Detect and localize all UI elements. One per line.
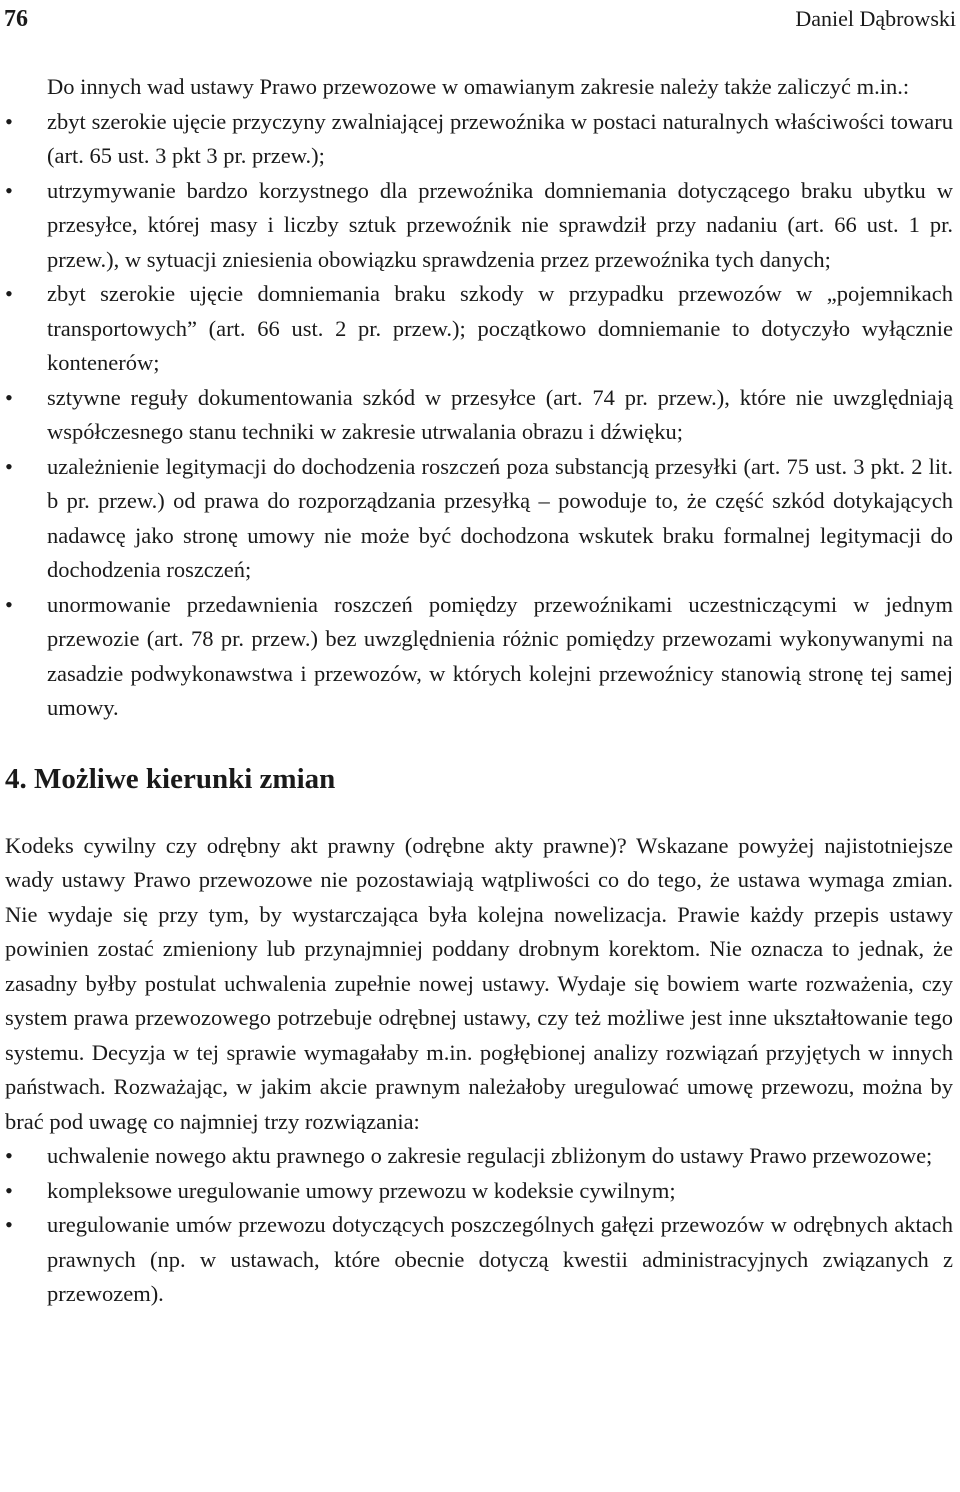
options-list <box>5 1139 953 1312</box>
intro-paragraph: Do innych wad ustawy Prawo przewozowe w omawianym zakresie należy także zaliczyć m.in.: <box>47 74 910 99</box>
defects-list <box>5 105 953 726</box>
section-heading: 4. Możliwe kierunki zmian <box>5 762 336 795</box>
list-item: • zbyt szerokie ujęcie domniemania braku szkody w przypadku przewozów w „pojemnikach transportowych” (art. 66 ust. 2 pr. przew.); początkowo domniemanie to dotyczyło wyłącznie kontenerów; <box>5 277 953 381</box>
list-item: • zbyt szerokie ujęcie przyczyny zwalniającej przewoźnika w postaci naturalnych właściwości towaru (art. 65 ust. 3 pkt 3 pr. przew.); <box>5 105 953 174</box>
list-item: • utrzymywanie bardzo korzystnego dla przewoźnika domniemania dotyczącego braku ubytku w przesyłce, której masy i liczby sztuk przewoźnik nie sprawdził przy nadaniu (art. 66 ust. 1 pr. przew.), w sytuacji zniesienia obowiązku sprawdzenia przez przewoźnika tych danych; <box>5 174 953 278</box>
list-item: • uregulowanie umów przewozu dotyczących poszczególnych gałęzi przewozów w odrębnych aktach prawnych (np. w ustawach, które obecnie dotyczą kwestii administracyjnych związanych z przewozem). <box>5 1208 953 1312</box>
list-item: • kompleksowe uregulowanie umowy przewozu w kodeksie cywilnym; <box>5 1174 953 1209</box>
page-header <box>4 2 956 36</box>
list-item: • uzależnienie legitymacji do dochodzenia roszczeń poza substancją przesyłki (art. 75 ust. 3 pkt. 2 lit. b pr. przew.) od prawa do rozporządzania przesyłką – powoduje to, że część szkód dotykających nadawcę jako stronę umowy nie może być dochodzona wskutek braku formalnej legitymacji do dochodzenia roszczeń; <box>5 450 953 588</box>
list-item: • unormowanie przedawnienia roszczeń pomiędzy przewoźnikami uczestniczącymi w jednym przewozie (art. 78 pr. przew.) bez uwzględnienia różnic pomiędzy przewozami wykonywanymi na zasadzie podwykonawstwa i przewozów, w których kolejni przewoźnicy stanowią stronę tej samej umowy. <box>5 588 953 726</box>
page-number: 76 <box>4 6 28 32</box>
page-body <box>5 70 953 1312</box>
list-item: • uchwalenie nowego aktu prawnego o zakresie regulacji zbliżonym do ustawy Prawo przewozowe; <box>5 1139 953 1174</box>
body-paragraph: Kodeks cywilny czy odrębny akt prawny (odrębne akty prawne)? Wskazane powyżej najistotniejsze wady ustawy Prawo przewozowe nie pozostawiają wątpliwości co do tego, że ustawa wymaga zmian. Nie wydaje się przy tym, by wystarczająca była kolejna nowelizacja. Prawie każdy przepis ustawy powinien zostać zmieniony lub przynajmniej poddany drobnym korektom. Nie oznacza to jednak, że zasadny byłby postulat uchwalenia zupełnie nowej ustawy. Wydaje się bowiem warte rozważenia, czy system prawa przewozowego potrzebuje odrębnej ustawy, czy też możliwe jest inne ukształtowanie tego systemu. Decyzja w tej sprawie wymagałaby m.in. pogłębionej analizy rozwiązań przyjętych w innych państwach. Rozważając, w jakim akcie prawnym należałoby uregulować umowę przewozu, można by brać pod uwagę co najmniej trzy rozwiązania: <box>5 832 953 1134</box>
running-head-author: Daniel Dąbrowski <box>795 6 956 31</box>
list-item: • sztywne reguły dokumentowania szkód w przesyłce (art. 74 pr. przew.), które nie uwzględniają współczesnego stanu techniki w zakresie utrwalania obrazu i dźwięku; <box>5 381 953 450</box>
